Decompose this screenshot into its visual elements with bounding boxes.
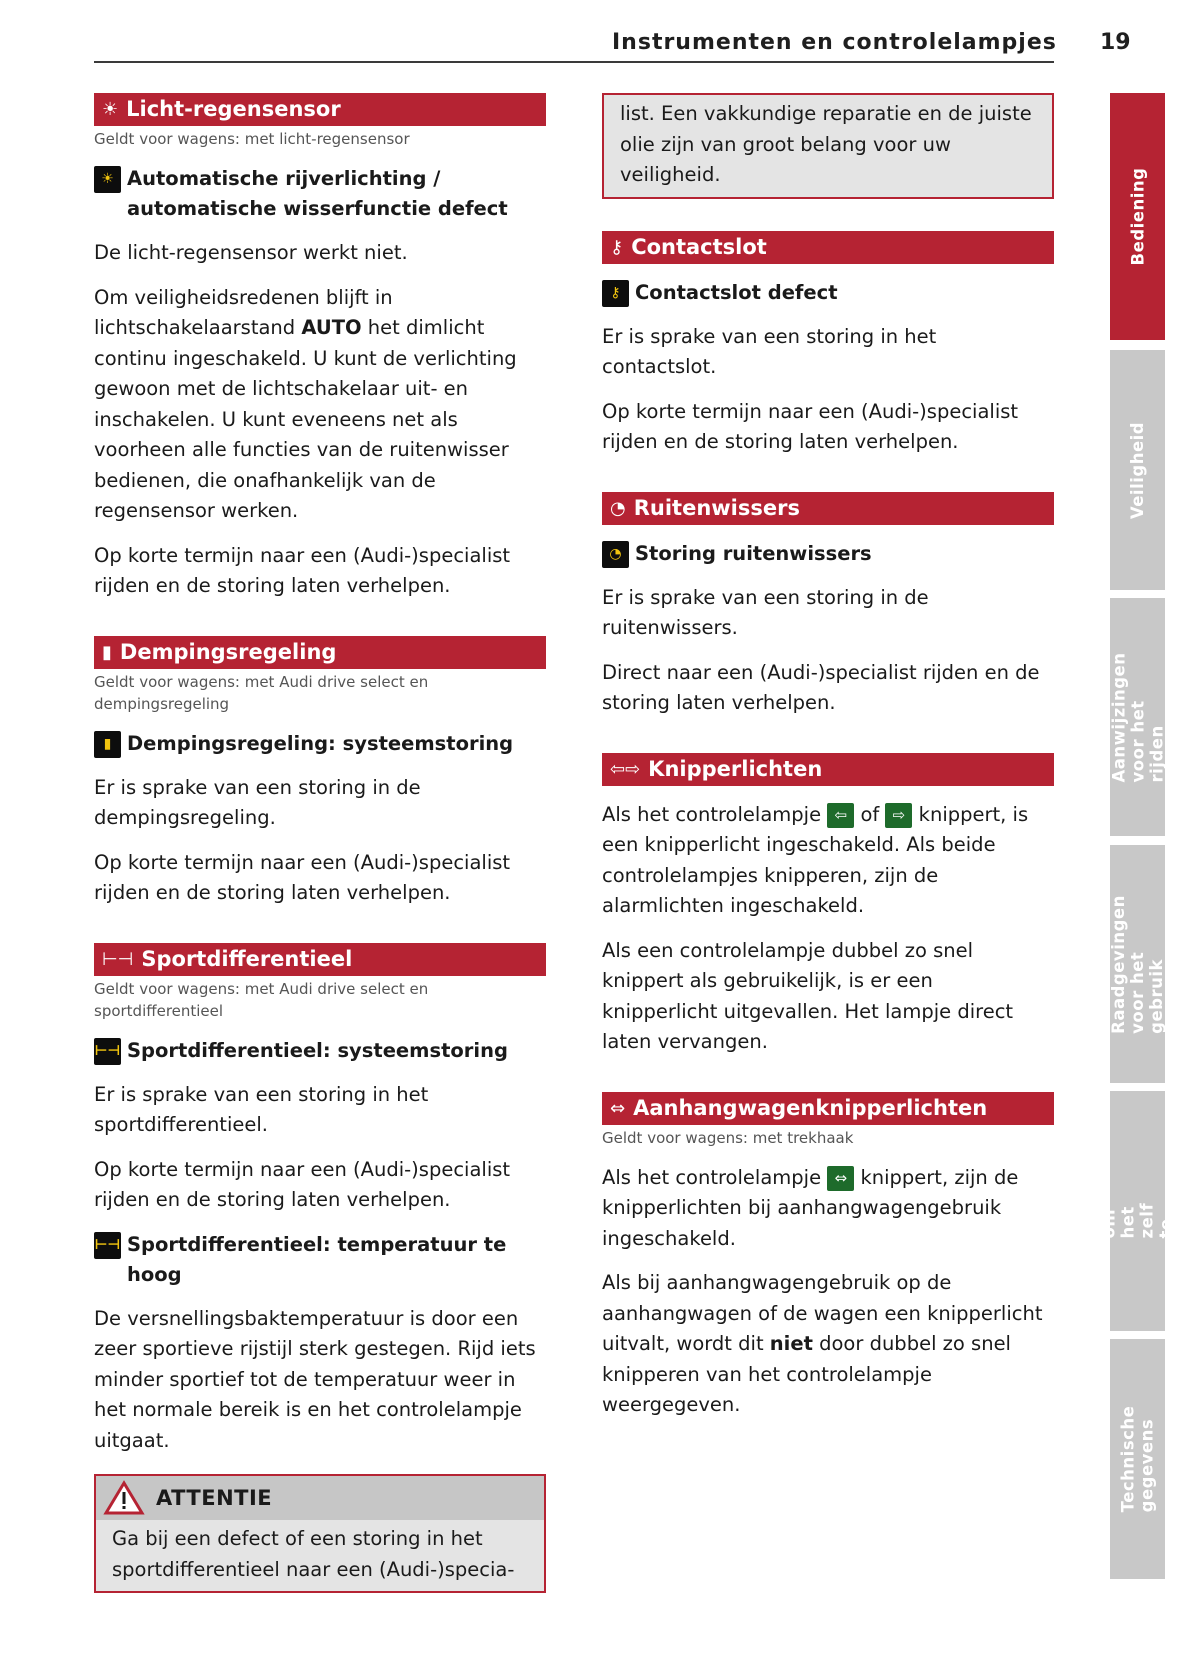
subheading-text: Dempingsregeling: systeemstoring: [127, 731, 514, 755]
subheading: [602, 539, 1054, 569]
keyword-auto: AUTO: [301, 316, 362, 339]
section-title: Contactslot: [631, 234, 767, 259]
paragraph: Er is sprake van een storing in de dempingsregeling.: [94, 775, 421, 829]
applies-note: Geldt voor wagens: met Audi drive select en sportdifferentieel: [94, 979, 429, 1020]
section-header-dempingsregeling: [94, 636, 546, 669]
subheading: [94, 164, 546, 224]
tab-label: Bediening: [1128, 167, 1148, 266]
paragraph: [94, 283, 546, 527]
light-rain-sensor-icon: ☀: [94, 166, 121, 193]
paragraph: Als een controlelampje dubbel zo snel knippert als gebruikelijk, is er een knipperlicht uitgevallen. Het lampje direct laten vervangen.: [602, 938, 1014, 1053]
section-title: Sportdifferentieel: [141, 946, 353, 971]
right-turn-signal-icon: ⇨: [885, 803, 912, 828]
damper-icon: ▮: [102, 641, 112, 663]
paragraph: Direct naar een (Audi-)specialist rijden en de storing laten verhelpen.: [602, 660, 1040, 714]
subheading: [94, 1036, 546, 1066]
subheading: [94, 1230, 546, 1290]
tab-technische-gegevens[interactable]: [1110, 1339, 1165, 1579]
tab-label: Technische gegevens: [1118, 1405, 1157, 1513]
wiper-icon: ◔: [602, 541, 629, 568]
paragraph: De versnellingsbaktemperatuur is door een zeer sportieve rijstijl sterk gestegen. Rijd iets minder sportief tot de temperatuur weer in het normale bereik is en het controlelampje uitgaat.: [94, 1306, 536, 1452]
subheading-text: Sportdifferentieel: systeemstoring: [127, 1038, 508, 1062]
trailer-turn-signal-icon: ⇔: [827, 1166, 854, 1191]
warning-triangle-icon: [104, 1481, 144, 1515]
right-column: [602, 93, 1054, 1421]
caution-box: [94, 1474, 546, 1593]
caution-header: [96, 1476, 544, 1520]
text: Als bij aanhangwagengebruik op de aanhangwagen of de wagen een knipperlicht uitvalt, wordt dit: [602, 1271, 1043, 1355]
paragraph: [602, 1268, 1054, 1421]
left-column: [94, 93, 546, 1593]
subheading-text: Contactslot defect: [635, 280, 838, 304]
caution-continuation: list. Een vakkundige reparatie en de juiste olie zijn van groot belang voor uw veiligheid.: [602, 93, 1054, 199]
text: knippert, zijn de knipperlichten bij aanhangwagengebruik ingeschakeld.: [602, 1165, 1019, 1250]
tab-label: Raadgevingen voor het gebruik: [1109, 894, 1167, 1034]
section-header-knipperlichten: [602, 753, 1054, 786]
page-header-title: Instrumenten en controlelampjes: [612, 30, 1057, 55]
text: Als het controlelampje: [602, 802, 828, 826]
wiper-icon: ◔: [610, 497, 626, 519]
paragraph: Op korte termijn naar een (Audi-)specialist rijden en de storing laten verhelpen.: [94, 1157, 511, 1211]
subheading-text: Automatische rijverlichting / automatische wisserfunctie defect: [127, 167, 508, 220]
section-title: Aanhangwagenknipperlichten: [633, 1095, 988, 1120]
caution-text: Ga bij een defect of een storing in het sportdifferentieel naar een (Audi-)specia-: [112, 1527, 515, 1581]
subheading: [94, 729, 546, 759]
header-divider: [94, 61, 1054, 63]
subheading-text: Sportdifferentieel: temperatuur te hoog: [127, 1232, 507, 1286]
text: het dimlicht continu ingeschakeld. U kunt de verlichting gewoon met de lichtschakelaar uit- en inschakelen. U kunt eveneens net als voorheen alle functies van de ruitenwisser bedienen, die onafhankelijk van de regensensor werken.: [94, 316, 517, 522]
sport-differential-icon: ⊢⊣: [94, 1038, 121, 1065]
section-title: Ruitenwissers: [633, 495, 800, 520]
section-header-aanhangwagenknipperlichten: [602, 1092, 1054, 1125]
applies-note: Geldt voor wagens: met licht-regensensor: [94, 130, 410, 148]
paragraph: [602, 1163, 1054, 1255]
paragraph: Op korte termijn naar een (Audi-)specialist rijden en de storing laten verhelpen.: [94, 543, 511, 597]
page-number: 19: [1100, 30, 1131, 55]
tab-label: Tips om het zelf te doen: [1080, 1190, 1195, 1239]
applies-note: Geldt voor wagens: met trekhaak: [602, 1128, 854, 1147]
trailer-turn-signal-icon: ⇔: [610, 1097, 626, 1119]
text: Als het controlelampje: [602, 1165, 828, 1189]
light-rain-sensor-icon: ☀: [102, 99, 119, 120]
tab-bediening[interactable]: [1110, 93, 1165, 340]
sport-differential-icon: ⊢⊣: [94, 1232, 121, 1259]
paragraph: Er is sprake van een storing in het sportdifferentieel.: [94, 1082, 429, 1136]
subheading: [602, 278, 1054, 308]
keyword-niet: niet: [769, 1332, 813, 1355]
ignition-key-icon: ⚷: [602, 280, 629, 307]
tab-label: Aanwijzingen voor het rijden: [1109, 652, 1166, 782]
section-header-sportdifferentieel: [94, 943, 546, 976]
applies-note: Geldt voor wagens: met Audi drive select en dempingsregeling: [94, 672, 429, 713]
section-title: Knipperlichten: [648, 756, 823, 781]
section-title: Dempingsregeling: [119, 639, 337, 664]
tab-aanwijzingen[interactable]: [1110, 598, 1165, 836]
tab-label: Veiligheid: [1128, 421, 1147, 519]
paragraph: Er is sprake van een storing in de ruitenwissers.: [602, 585, 929, 639]
section-header-licht-regensensor: [94, 93, 546, 126]
paragraph: Op korte termijn naar een (Audi-)specialist rijden en de storing laten verhelpen.: [602, 399, 1019, 453]
paragraph: Op korte termijn naar een (Audi-)specialist rijden en de storing laten verhelpen.: [94, 850, 511, 904]
caution-title: ATTENTIE: [156, 1486, 273, 1510]
tab-raadgevingen[interactable]: [1110, 845, 1165, 1083]
left-turn-signal-icon: ⇦: [827, 803, 854, 828]
tab-veiligheid[interactable]: [1110, 350, 1165, 590]
paragraph: De licht-regensensor werkt niet.: [94, 241, 408, 264]
section-title: Licht-regensensor: [126, 97, 341, 121]
damper-icon: ▮: [94, 731, 121, 758]
paragraph: Er is sprake van een storing in het contactslot.: [602, 324, 937, 378]
paragraph: [602, 800, 1054, 922]
tab-tips[interactable]: [1080, 1091, 1195, 1331]
text: knippert, is een knipperlicht ingeschakeld. Als beide controlelampjes knipperen, zijn de alarmlichten ingeschakeld.: [602, 802, 1029, 917]
text: Om veiligheidsredenen blijft in lichtschakelaarstand: [94, 285, 393, 339]
sport-differential-icon: ⊢⊣: [102, 948, 134, 970]
section-header-ruitenwissers: [602, 492, 1054, 525]
text: door dubbel zo snel knipperen van het controlelampje weergegeven.: [602, 1332, 1011, 1416]
ignition-key-icon: ⚷: [610, 236, 624, 258]
subheading-text: Storing ruitenwissers: [635, 541, 872, 565]
section-header-contactslot: [602, 231, 1054, 264]
text: of: [854, 802, 886, 826]
turn-signal-icon: ⇦⇨: [610, 758, 641, 780]
